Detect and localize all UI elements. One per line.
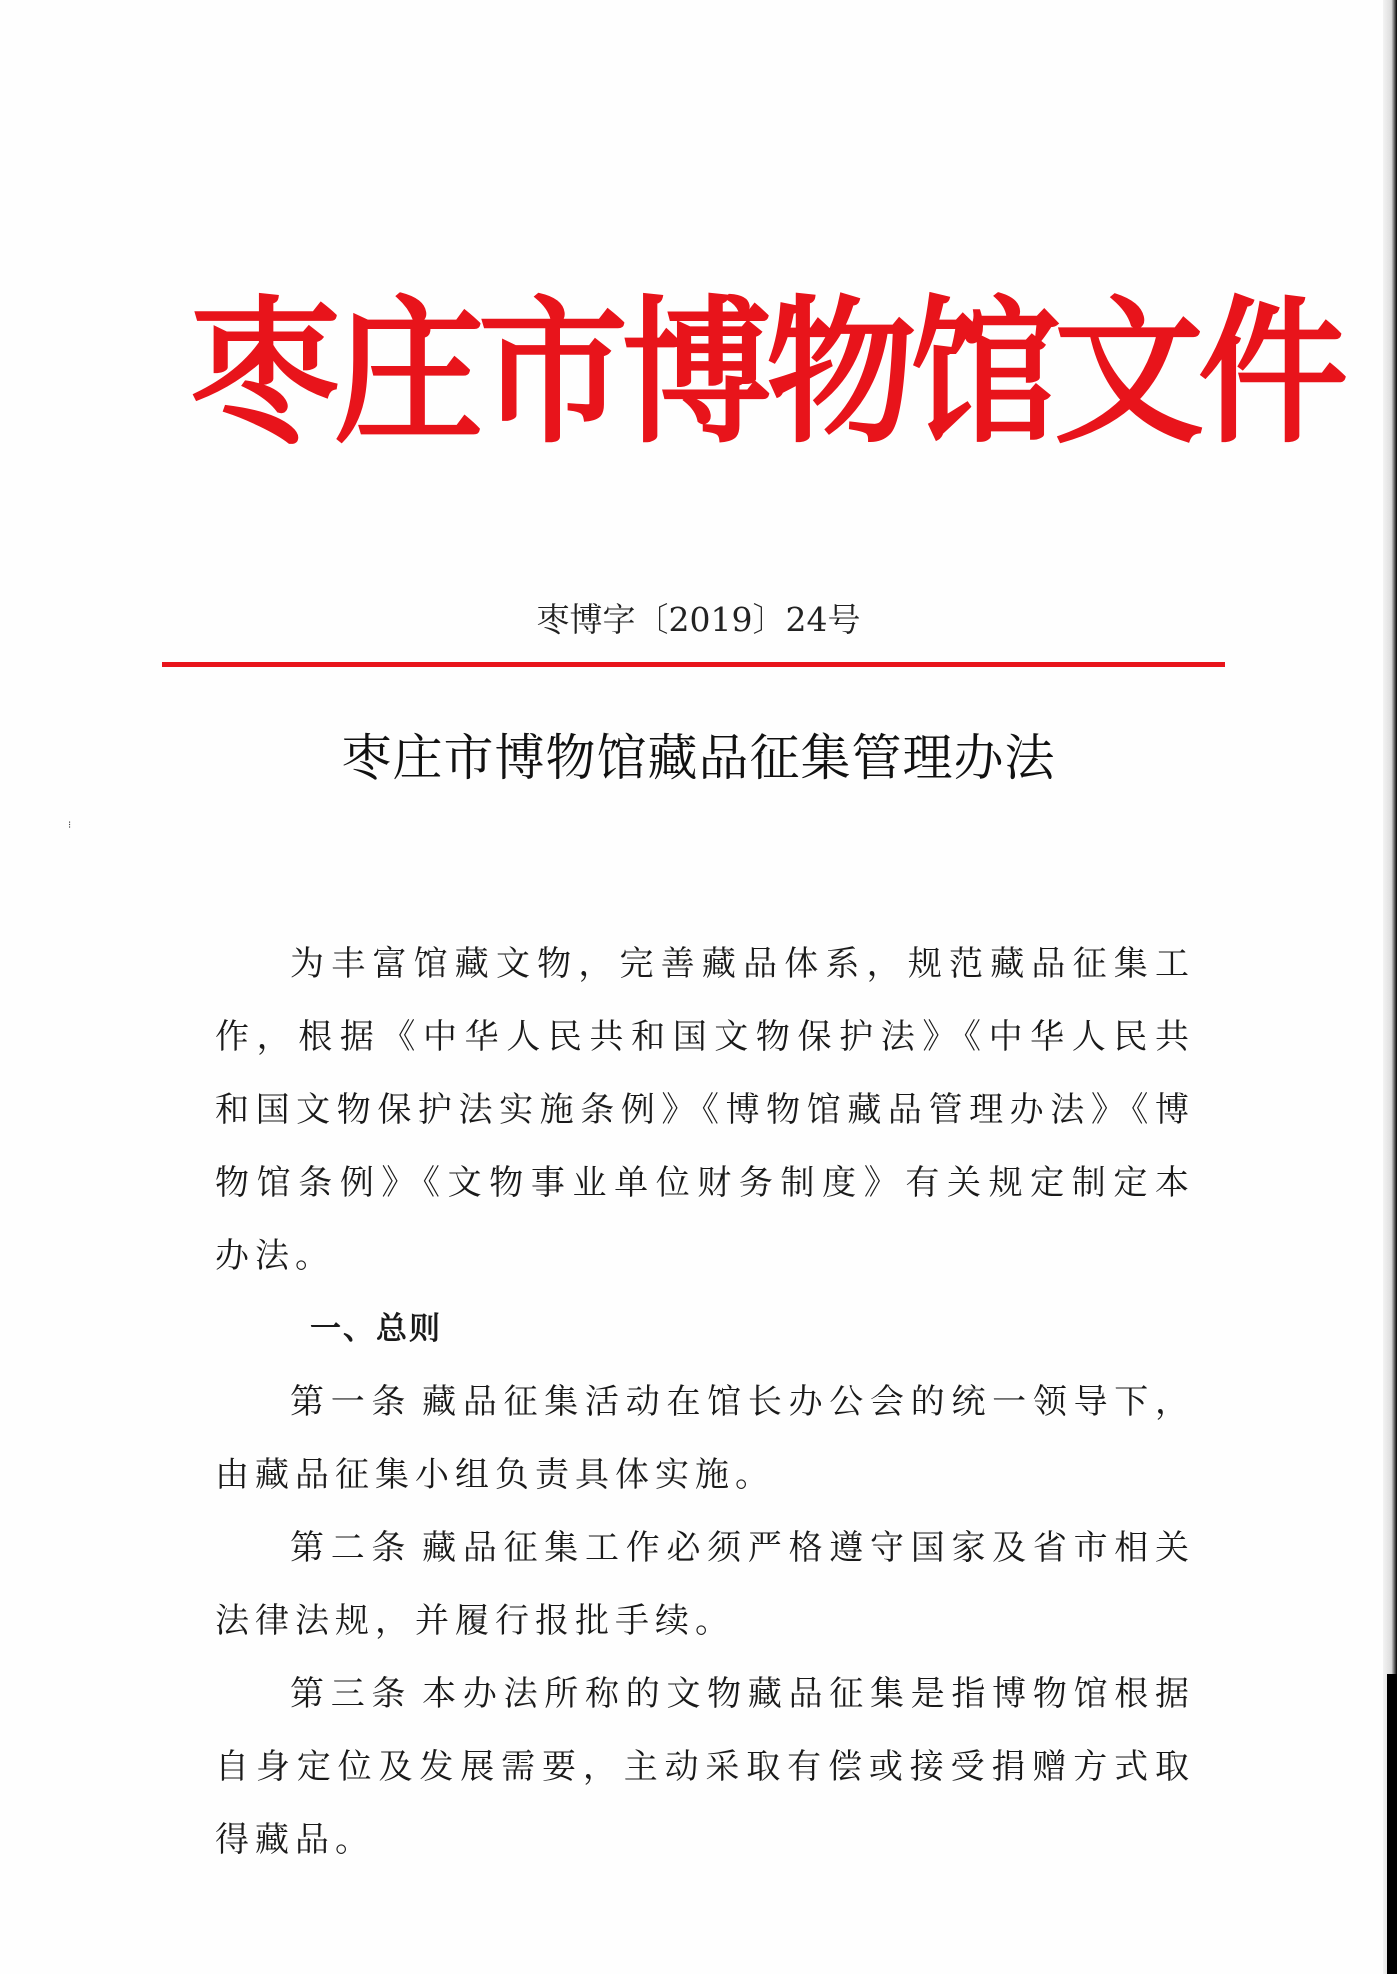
- article-label: 第三条: [290, 1674, 413, 1714]
- document-number: 枣博字〔2019〕24号: [536, 600, 861, 639]
- scan-edge-shadow: [1387, 1674, 1397, 1974]
- document-body: [215, 928, 1195, 1877]
- article-label: 第一条: [290, 1382, 413, 1422]
- red-header-title: 枣庄市博物馆文件: [190, 282, 1343, 466]
- article-text: 本办法所称的文物藏品征集是指博物馆根据自身定位及发展需要，主动采取有偿或接受捐赠方式取得藏品。: [215, 1674, 1196, 1860]
- red-divider-line: [162, 662, 1225, 667]
- article-paragraph: [215, 1658, 1195, 1877]
- document-title: 枣庄市博物馆藏品征集管理办法: [341, 729, 1056, 787]
- article-label: 第二条: [290, 1528, 413, 1568]
- article-text: 藏品征集工作必须严格遵守国家及省市相关法律法规，并履行报批手续。: [215, 1528, 1196, 1641]
- article-paragraph: [215, 1512, 1195, 1658]
- article-paragraph: [215, 1366, 1195, 1512]
- article-text: 藏品征集活动在馆长办公会的统一领导下，由藏品征集小组负责具体实施。: [215, 1382, 1196, 1495]
- section-heading: 一、总则: [310, 1311, 442, 1347]
- preamble-paragraph: 为丰富馆藏文物，完善藏品体系，规范藏品征集工作，根据《中华人民共和国文物保护法》《中华人民共和国文物保护法实施条例》《博物馆藏品管理办法》《博物馆条例》《文物事业单位财务制度》有关规定制定本办法。: [215, 944, 1195, 1276]
- scan-speck: ⁝: [68, 820, 72, 831]
